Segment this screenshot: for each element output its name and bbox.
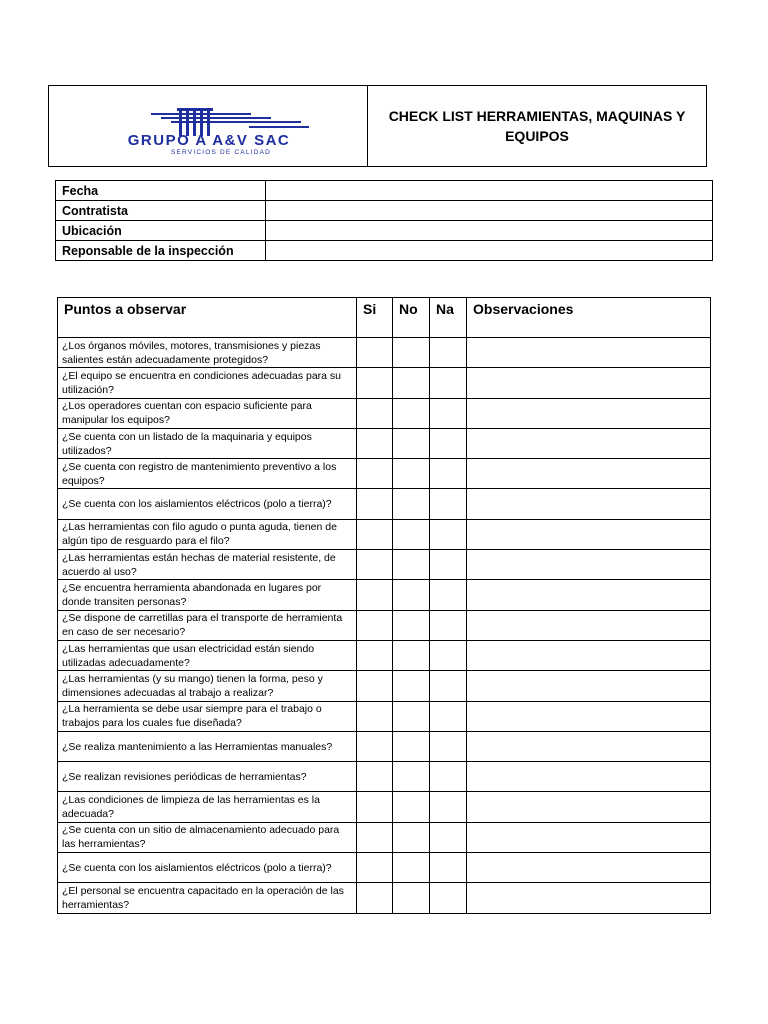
- checklist-question: ¿Las herramientas con filo agudo o punta aguda, tienen de algún tipo de resguardo para el filo?: [58, 519, 357, 549]
- info-value-field[interactable]: [266, 201, 713, 221]
- checklist-question: ¿Se cuenta con los aislamientos eléctricos (polo a tierra)?: [58, 489, 357, 519]
- info-label: Contratista: [56, 201, 266, 221]
- checklist-question: ¿Se realiza mantenimiento a las Herramientas manuales?: [58, 731, 357, 761]
- checklist-row: [58, 428, 711, 458]
- checklist-row: [58, 671, 711, 701]
- no-cell[interactable]: [393, 853, 430, 883]
- checklist-question: ¿Se dispone de carretillas para el transporte de herramienta en caso de ser necesario?: [58, 610, 357, 640]
- si-cell[interactable]: [357, 822, 393, 852]
- no-cell[interactable]: [393, 428, 430, 458]
- si-cell[interactable]: [357, 338, 393, 368]
- na-cell[interactable]: [430, 853, 467, 883]
- si-cell[interactable]: [357, 640, 393, 670]
- na-cell[interactable]: [430, 489, 467, 519]
- si-cell[interactable]: [357, 731, 393, 761]
- na-cell[interactable]: [430, 640, 467, 670]
- document-title: CHECK LIST HERRAMIENTAS, MAQUINAS Y EQUIPOS: [388, 108, 686, 144]
- observations-cell[interactable]: [467, 398, 711, 428]
- info-value-field[interactable]: [266, 181, 713, 201]
- no-cell[interactable]: [393, 459, 430, 489]
- info-row: [56, 201, 713, 221]
- logo-name: GRUPO A A&V SAC: [127, 132, 291, 149]
- no-cell[interactable]: [393, 368, 430, 398]
- checklist-row: [58, 550, 711, 580]
- na-cell[interactable]: [430, 883, 467, 913]
- si-cell[interactable]: [357, 671, 393, 701]
- info-row: [56, 181, 713, 201]
- checklist-question: ¿Las herramientas están hechas de material resistente, de acuerdo al uso?: [58, 550, 357, 580]
- checklist-row: [58, 762, 711, 792]
- si-cell[interactable]: [357, 459, 393, 489]
- checklist-question: ¿La herramienta se debe usar siempre para el trabajo o trabajos para los cuales fue diseñada?: [58, 701, 357, 731]
- company-logo-icon: [49, 86, 367, 166]
- si-cell[interactable]: [357, 368, 393, 398]
- si-cell[interactable]: [357, 883, 393, 913]
- na-cell[interactable]: [430, 792, 467, 822]
- observations-cell[interactable]: [467, 792, 711, 822]
- header-points: Puntos a observar: [58, 298, 357, 338]
- no-cell[interactable]: [393, 731, 430, 761]
- observations-cell[interactable]: [467, 550, 711, 580]
- si-cell[interactable]: [357, 701, 393, 731]
- observations-cell[interactable]: [467, 610, 711, 640]
- checklist-question: ¿Se cuenta con los aislamientos eléctricos (polo a tierra)?: [58, 853, 357, 883]
- checklist-row: [58, 701, 711, 731]
- no-cell[interactable]: [393, 671, 430, 701]
- checklist-question: ¿Se cuenta con un sitio de almacenamiento adecuado para las herramientas?: [58, 822, 357, 852]
- info-row: [56, 241, 713, 261]
- checklist-row: [58, 398, 711, 428]
- checklist-row: [58, 731, 711, 761]
- no-cell[interactable]: [393, 701, 430, 731]
- na-cell[interactable]: [430, 398, 467, 428]
- logo-cell: [49, 86, 368, 166]
- na-cell[interactable]: [430, 428, 467, 458]
- no-cell[interactable]: [393, 883, 430, 913]
- na-cell[interactable]: [430, 368, 467, 398]
- observations-cell[interactable]: [467, 519, 711, 549]
- no-cell[interactable]: [393, 762, 430, 792]
- observations-cell[interactable]: [467, 580, 711, 610]
- checklist-row: [58, 338, 711, 368]
- si-cell[interactable]: [357, 853, 393, 883]
- no-cell[interactable]: [393, 580, 430, 610]
- checklist-question: ¿Se cuenta con un listado de la maquinaria y equipos utilizados?: [58, 428, 357, 458]
- si-cell[interactable]: [357, 762, 393, 792]
- checklist-row: [58, 853, 711, 883]
- logo-tagline: SERVICIOS DE CALIDAD: [170, 149, 272, 156]
- header-observations: Observaciones: [467, 298, 711, 338]
- si-cell[interactable]: [357, 610, 393, 640]
- checklist-row: [58, 459, 711, 489]
- info-table: [55, 180, 713, 261]
- na-cell[interactable]: [430, 762, 467, 792]
- observations-cell[interactable]: [467, 459, 711, 489]
- no-cell[interactable]: [393, 792, 430, 822]
- no-cell[interactable]: [393, 550, 430, 580]
- header-no: No: [393, 298, 430, 338]
- checklist-question: ¿Se realizan revisiones periódicas de herramientas?: [58, 762, 357, 792]
- checklist-question: ¿El equipo se encuentra en condiciones adecuadas para su utilización?: [58, 368, 357, 398]
- info-label: Fecha: [56, 181, 266, 201]
- no-cell[interactable]: [393, 610, 430, 640]
- checklist-question: ¿Se encuentra herramienta abandonada en lugares por donde transiten personas?: [58, 580, 357, 610]
- no-cell[interactable]: [393, 398, 430, 428]
- na-cell[interactable]: [430, 822, 467, 852]
- header-si: Si: [357, 298, 393, 338]
- checklist-row: [58, 792, 711, 822]
- checklist-row: [58, 822, 711, 852]
- na-cell[interactable]: [430, 338, 467, 368]
- checklist-question: ¿Los órganos móviles, motores, transmisiones y piezas salientes están adecuadamente protegidos?: [58, 338, 357, 368]
- checklist-question: ¿Los operadores cuentan con espacio suficiente para manipular los equipos?: [58, 398, 357, 428]
- observations-cell[interactable]: [467, 338, 711, 368]
- observations-cell[interactable]: [467, 701, 711, 731]
- observations-cell[interactable]: [467, 853, 711, 883]
- si-cell[interactable]: [357, 489, 393, 519]
- checklist-row: [58, 519, 711, 549]
- checklist-header-row: [58, 298, 711, 338]
- observations-cell[interactable]: [467, 428, 711, 458]
- no-cell[interactable]: [393, 640, 430, 670]
- info-row: [56, 221, 713, 241]
- checklist-question: ¿Las herramientas que usan electricidad están siendo utilizadas adecuadamente?: [58, 640, 357, 670]
- header-na: Na: [430, 298, 467, 338]
- checklist-question: ¿El personal se encuentra capacitado en la operación de las herramientas?: [58, 883, 357, 913]
- si-cell[interactable]: [357, 792, 393, 822]
- na-cell[interactable]: [430, 519, 467, 549]
- observations-cell[interactable]: [467, 671, 711, 701]
- observations-cell[interactable]: [467, 731, 711, 761]
- si-cell[interactable]: [357, 428, 393, 458]
- checklist-row: [58, 368, 711, 398]
- observations-cell[interactable]: [467, 489, 711, 519]
- si-cell[interactable]: [357, 580, 393, 610]
- na-cell[interactable]: [430, 459, 467, 489]
- checklist-question: ¿Las herramientas (y su mango) tienen la forma, peso y dimensiones adecuadas al trabajo a realizar?: [58, 671, 357, 701]
- observations-cell[interactable]: [467, 822, 711, 852]
- si-cell[interactable]: [357, 550, 393, 580]
- info-value-field[interactable]: [266, 241, 713, 261]
- na-cell[interactable]: [430, 701, 467, 731]
- document-header: [48, 85, 707, 167]
- checklist-row: [58, 883, 711, 913]
- si-cell[interactable]: [357, 398, 393, 428]
- observations-cell[interactable]: [467, 762, 711, 792]
- observations-cell[interactable]: [467, 640, 711, 670]
- info-value-field[interactable]: [266, 221, 713, 241]
- na-cell[interactable]: [430, 580, 467, 610]
- na-cell[interactable]: [430, 671, 467, 701]
- na-cell[interactable]: [430, 731, 467, 761]
- no-cell[interactable]: [393, 338, 430, 368]
- observations-cell[interactable]: [467, 368, 711, 398]
- no-cell[interactable]: [393, 519, 430, 549]
- no-cell[interactable]: [393, 489, 430, 519]
- checklist-question: ¿Se cuenta con registro de mantenimiento preventivo a los equipos?: [58, 459, 357, 489]
- na-cell[interactable]: [430, 610, 467, 640]
- info-label: Reponsable de la inspección: [56, 241, 266, 261]
- si-cell[interactable]: [357, 519, 393, 549]
- observations-cell[interactable]: [467, 883, 711, 913]
- no-cell[interactable]: [393, 822, 430, 852]
- checklist-row: [58, 640, 711, 670]
- checklist-question: ¿Las condiciones de limpieza de las herramientas es la adecuada?: [58, 792, 357, 822]
- checklist-table: [57, 297, 711, 914]
- na-cell[interactable]: [430, 550, 467, 580]
- checklist-row: [58, 489, 711, 519]
- checklist-row: [58, 610, 711, 640]
- checklist-row: [58, 580, 711, 610]
- info-label: Ubicación: [56, 221, 266, 241]
